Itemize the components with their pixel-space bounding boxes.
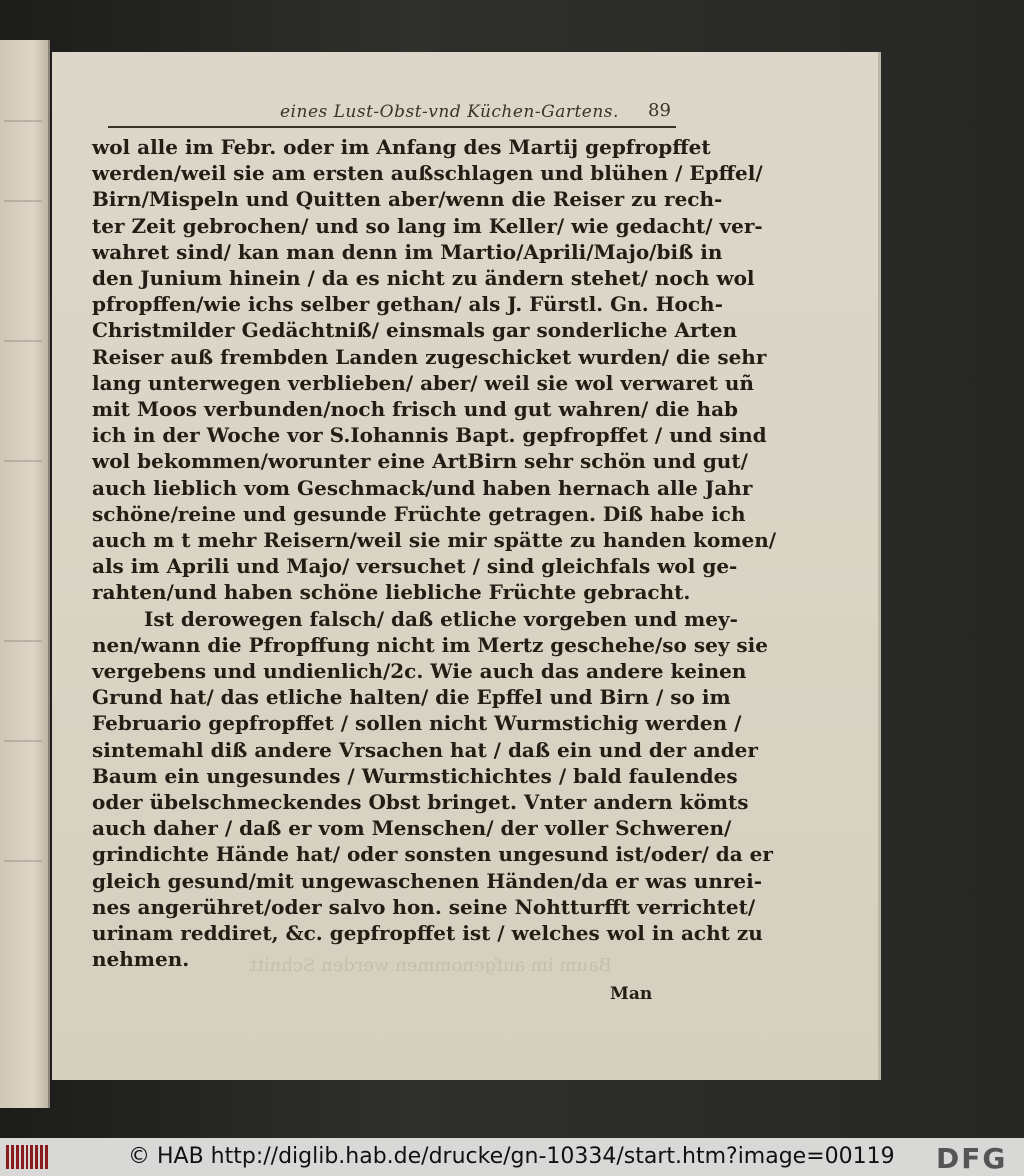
text-line: ter Zeit gebrochen/ und so lang im Keller/ wie gedacht/ ver- <box>92 213 763 238</box>
bleed-through-text: Baum im aufgenommen werden Schnitt <box>249 955 612 976</box>
text-line: nen/wann die Pfropffung nicht im Mertz geschehe/so sey sie <box>92 632 768 657</box>
text-line: nehmen. <box>92 947 190 972</box>
book-page <box>52 52 878 1080</box>
catchword: Man <box>610 984 653 1004</box>
text-line: Baum ein ungesundes / Wurmstichichtes / bald faulendes <box>92 763 738 788</box>
text-line: gleich gesund/mit ungewaschenen Händen/da er was unrei- <box>92 868 763 893</box>
text-line: vergebens und undienlich/2c. Wie auch das andere keinen <box>92 659 747 684</box>
header-rule <box>108 126 676 128</box>
text-line: nes angerühret/oder salvo hon. seine Nohtturfft verrichtet/ <box>92 894 756 919</box>
text-line: auch daher / daß er vom Menschen/ der voller Schweren/ <box>92 816 732 841</box>
body-text <box>92 134 777 973</box>
text-line: ich in der Woche vor S.Iohannis Bapt. gepfropffet / und sind <box>92 423 767 448</box>
text-line: Reiser auß frembden Landen zugeschicket wurden/ die sehr <box>92 344 767 369</box>
dfg-logo: DFG <box>936 1142 1008 1175</box>
page-number: 89 <box>648 100 671 121</box>
text-line: mit Moos verbunden/noch frisch und gut wahren/ die hab <box>92 397 739 422</box>
text-line: wahret sind/ kan man denn im Martio/Aprili/Majo/biß in <box>92 239 723 264</box>
text-line: auch lieblich vom Geschmack/und haben hernach alle Jahr <box>92 475 753 500</box>
text-line: oder übelschmeckendes Obst bringet. Vnter andern kömts <box>92 790 749 815</box>
text-line: Birn/Mispeln und Quitten aber/wenn die Reiser zu rech- <box>92 187 723 212</box>
text-line: den Junium hinein / da es nicht zu ändern stehet/ noch wol <box>92 266 755 291</box>
text-line: urinam reddiret, &c. gepfropffet ist / welches wol in acht zu <box>92 921 763 946</box>
text-line: auch m t mehr Reisern/weil sie mir spätte zu handen komen/ <box>92 528 777 553</box>
text-line: werden/weil sie am ersten außschlagen und blühen / Epffel/ <box>92 161 763 186</box>
text-line: sintemahl diß andere Vrsachen hat / daß ein und der ander <box>92 737 758 762</box>
copyright-url[interactable]: © HAB http://diglib.hab.de/drucke/gn-10334/start.htm?image=00119 <box>128 1144 895 1169</box>
barcode-icon <box>6 1145 48 1169</box>
text-line: pfropffen/wie ichs selber gethan/ als J. Fürstl. Gn. Hoch- <box>92 292 723 317</box>
text-line: wol bekommen/worunter eine ArtBirn sehr schön und gut/ <box>92 449 748 474</box>
text-line: als im Aprili und Majo/ versuchet / sind gleichfals wol ge- <box>92 554 738 579</box>
footer-bar <box>0 1138 1024 1176</box>
text-line: grindichte Hände hat/ oder sonsten ungesund ist/oder/ da er <box>92 842 773 867</box>
text-line: Ist derowegen falsch/ daß etliche vorgeben und mey- <box>144 606 738 631</box>
text-line: Grund hat/ das etliche halten/ die Epffel und Birn / so im <box>92 685 731 710</box>
text-line: Christmilder Gedächtniß/ einsmals gar sonderliche Arten <box>92 318 738 343</box>
text-line: schöne/reine und gesunde Früchte getragen. Diß habe ich <box>92 501 746 526</box>
text-line: Februario gepfropffet / sollen nicht Wurmstichig werden / <box>92 711 742 736</box>
running-head: eines Lust-Obst-vnd Küchen-Gartens. <box>280 102 619 122</box>
previous-page-edge <box>0 40 50 1108</box>
text-line: wol alle im Febr. oder im Anfang des Martij gepfropffet <box>92 135 711 159</box>
text-line: rahten/und haben schöne liebliche Früchte gebracht. <box>92 580 691 605</box>
text-line: lang unterwegen verblieben/ aber/ weil sie wol verwaret uñ <box>92 370 754 395</box>
